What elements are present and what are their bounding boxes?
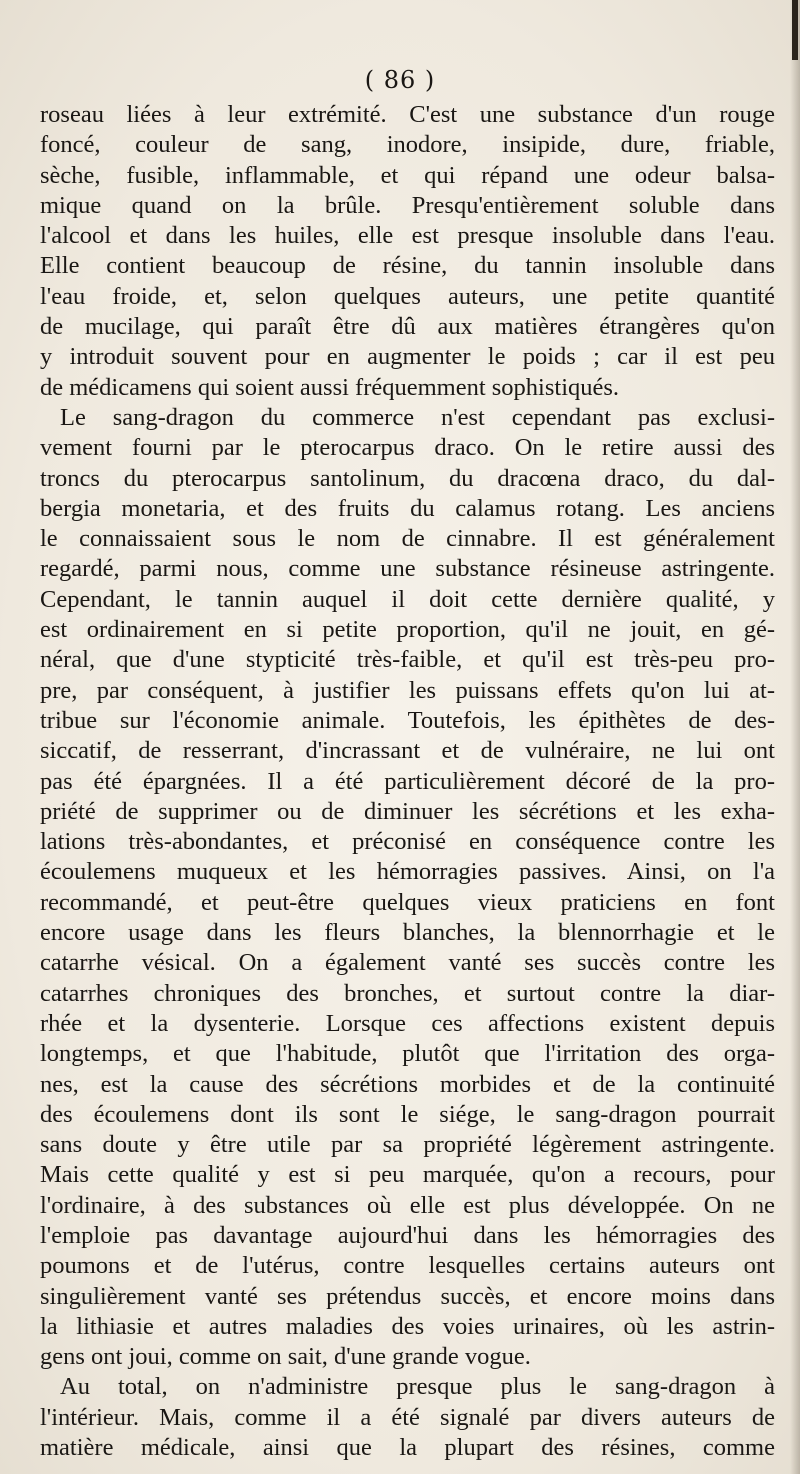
- text-line: sans doute y être utile par sa propriété légèrement astringente.: [40, 1131, 775, 1159]
- page-number: ( 86 ): [364, 66, 436, 94]
- text-line: l'ordinaire, à des substances où elle est plus développée. On ne: [40, 1191, 775, 1219]
- text-line: de médicamens qui soient aussi fréquemment sophistiqués.: [40, 373, 620, 401]
- page-spine-shadow: [790, 0, 800, 1474]
- text-line: matière médicale, ainsi que la plupart des résines, comme: [40, 1434, 775, 1462]
- text-line: nes, est la cause des sécrétions morbides et de la continuité: [40, 1070, 775, 1098]
- text-line: mique quand on la brûle. Presqu'entièrement soluble dans: [40, 191, 775, 219]
- text-line: longtemps, et que l'habitude, plutôt que l'irritation des orga-: [40, 1040, 775, 1068]
- text-line: catarrhe vésical. On a également vanté ses succès contre les: [40, 949, 775, 977]
- text-line: l'alcool et dans les huiles, elle est presque insoluble dans l'eau.: [40, 222, 775, 250]
- text-line: la lithiasie et autres maladies des voies urinaires, où les astrin-: [40, 1312, 775, 1340]
- text-line: encore usage dans les fleurs blanches, la blennorrhagie et le: [40, 919, 775, 947]
- text-line: troncs du pterocarpus santolinum, du dracœna draco, du dal-: [40, 464, 775, 492]
- body-text: [40, 100, 775, 1463]
- text-line: poumons et de l'utérus, contre lesquelles certains auteurs ont: [40, 1252, 775, 1280]
- text-line: l'emploie pas davantage aujourd'hui dans les hémorragies des: [40, 1221, 775, 1249]
- text-line: tribue sur l'économie animale. Toutefois, les épithètes de des-: [40, 706, 775, 734]
- text-line: recommandé, et peut-être quelques vieux praticiens en font: [40, 888, 775, 916]
- text-line: néral, que d'une stypticité très-faible, et qu'il est très-peu pro-: [40, 646, 775, 674]
- text-line: le connaissaient sous le nom de cinnabre. Il est généralement: [40, 525, 775, 553]
- text-line: foncé, couleur de sang, inodore, insipide, dure, friable,: [40, 131, 775, 159]
- text-line: singulièrement vanté ses prétendus succès, et encore moins dans: [40, 1282, 775, 1310]
- text-line: des écoulemens dont ils sont le siége, le sang-dragon pourrait: [40, 1100, 775, 1128]
- text-line: Mais cette qualité y est si peu marquée, qu'on a recours, pour: [40, 1161, 775, 1189]
- text-line: pre, par conséquent, à justifier les puissans effets qu'on lui at-: [40, 676, 775, 704]
- text-line: roseau liées à leur extrémité. C'est une substance d'un rouge: [40, 101, 775, 128]
- text-line: Cependant, le tannin auquel il doit cette dernière qualité, y: [40, 585, 775, 613]
- text-line: catarrhes chroniques des bronches, et surtout contre la diar-: [40, 979, 775, 1007]
- page-edge-mark: [792, 0, 798, 60]
- text-line: sèche, fusible, inflammable, et qui répand une odeur balsa-: [40, 161, 775, 189]
- text-line: est ordinairement en si petite proportion, qu'il ne jouit, en gé-: [40, 616, 775, 644]
- text-line: priété de supprimer ou de diminuer les sécrétions et les exha-: [40, 797, 775, 825]
- text-line: de mucilage, qui paraît être dû aux matières étrangères qu'on: [40, 313, 775, 341]
- text-line: l'eau froide, et, selon quelques auteurs, une petite quantité: [40, 282, 775, 310]
- text-line: y introduit souvent pour en augmenter le poids ; car il est peu: [40, 343, 775, 371]
- text-line: gens ont joui, comme on sait, d'une grande vogue.: [40, 1343, 531, 1371]
- text-line: l'intérieur. Mais, comme il a été signalé par divers auteurs de: [40, 1403, 775, 1431]
- text-line: pas été épargnées. Il a été particulièrement décoré de la pro-: [40, 767, 775, 795]
- text-line: lations très-abondantes, et préconisé en conséquence contre les: [40, 828, 775, 856]
- text-line: Le sang-dragon du commerce n'est cependant pas exclusi-: [60, 403, 775, 431]
- text-line: Elle contient beaucoup de résine, du tannin insoluble dans: [40, 252, 775, 280]
- text-line: bergia monetaria, et des fruits du calamus rotang. Les anciens: [40, 494, 775, 522]
- text-line: siccatif, de resserrant, d'incrassant et de vulnéraire, ne lui ont: [40, 737, 775, 765]
- text-line: regardé, parmi nous, comme une substance résineuse astringente.: [40, 555, 775, 583]
- text-line: écoulemens muqueux et les hémorragies passives. Ainsi, on l'a: [40, 858, 775, 886]
- text-line: rhée et la dysenterie. Lorsque ces affections existent depuis: [40, 1009, 775, 1037]
- text-line: vement fourni par le pterocarpus draco. On le retire aussi des: [40, 434, 775, 462]
- text-line: Au total, on n'administre presque plus le sang-dragon à: [60, 1373, 775, 1401]
